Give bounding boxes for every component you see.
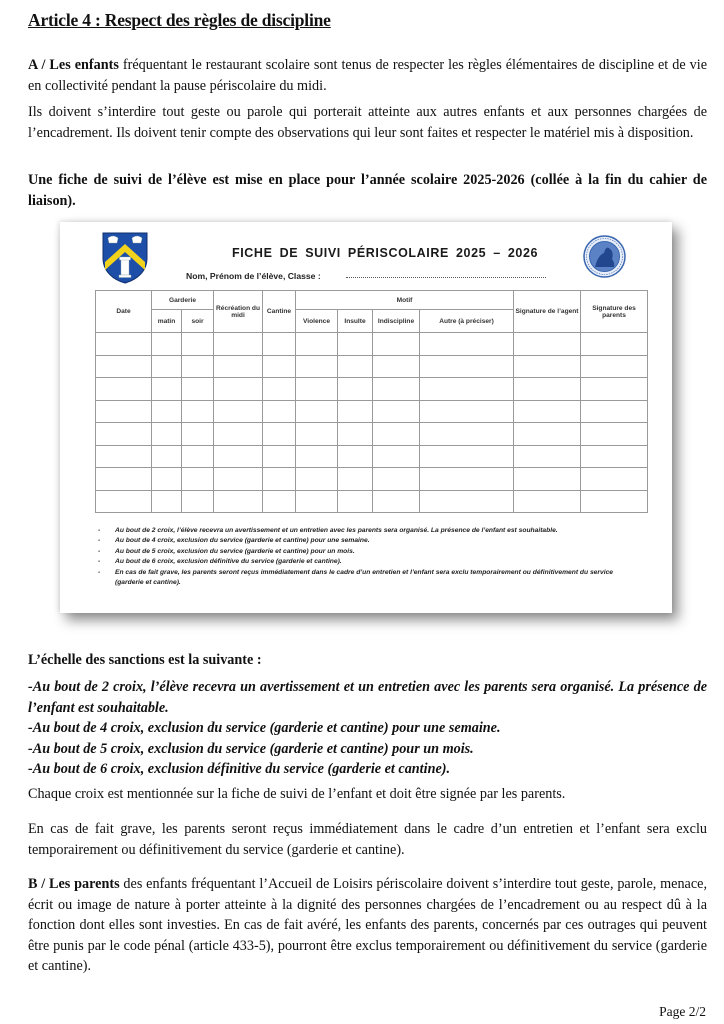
section-a-text: fréquentant le restaurant scolaire sont tenus de respecter les règles élémentaires de discipline et de vie en collectivité pendant la pause périscolaire du midi. [28,57,708,94]
table-cell [96,355,152,378]
table-cell [152,490,182,513]
table-cell [514,468,581,491]
table-cell [214,445,263,468]
sanction-item: -Au bout de 4 croix, exclusion du service (garderie et cantine) pour une semaine. [28,720,501,736]
table-cell [263,468,296,491]
section-a-paragraph [28,55,707,96]
form-title: FICHE DE SUIVI PÉRISCOLAIRE 2025 – 2026 [232,246,539,260]
col-soir: soir [182,310,214,333]
table-cell [338,333,373,356]
form-note: - En cas de fait grave, les parents seront reçus immédiatement dans le cadre d’un entretien et l’enfant sera exclu temporairement ou définitivement du service (garderie et cantine). [98,568,643,589]
table-cell [263,445,296,468]
table-cell [373,490,420,513]
table-cell [214,490,263,513]
table-cell [373,400,420,423]
conduct-paragraph: Ils doivent s’interdire tout geste ou parole qui porterait atteinte aux autres enfants et aux personnes chargées de l’encadrement. Ils doivent tenir compte des observations qui leur sont faites et respecter le matériel mis à disposition. [28,104,707,141]
table-cell [420,468,514,491]
table-cell [182,468,214,491]
table-cell [581,445,648,468]
form-note: - Au bout de 4 croix, exclusion du service (garderie et cantine) pour une semaine. [98,536,643,546]
table-cell [420,490,514,513]
col-signature-agent: Signature de l’agent [514,291,581,333]
form-note: - Au bout de 5 croix, exclusion du service (garderie et cantine) pour un mois. [98,547,643,557]
table-cell [96,490,152,513]
municipal-crest-icon [102,232,148,284]
table-cell [373,468,420,491]
table-row [96,333,648,356]
table-cell [182,423,214,446]
table-cell [373,378,420,401]
table-cell [96,333,152,356]
table-cell [338,423,373,446]
table-row [96,490,648,513]
table-cell [581,423,648,446]
table-cell [338,445,373,468]
table-cell [296,445,338,468]
table-cell [214,423,263,446]
table-cell [152,333,182,356]
col-garderie: Garderie [152,291,214,310]
table-cell [581,490,648,513]
table-cell [296,355,338,378]
table-cell [514,355,581,378]
table-cell [263,333,296,356]
table-cell [420,423,514,446]
table-cell [514,445,581,468]
table-cell [152,400,182,423]
table-cell [514,333,581,356]
table-cell [152,355,182,378]
table-row [96,423,648,446]
table-row [96,445,648,468]
table-cell [96,445,152,468]
col-recreation: Récréation du midi [214,291,263,333]
col-motif: Motif [296,291,514,310]
table-cell [214,400,263,423]
section-a-lead: A / Les enfants [28,57,119,73]
table-cell [182,400,214,423]
table-cell [581,355,648,378]
table-row [96,355,648,378]
table-cell [373,445,420,468]
table-cell [581,468,648,491]
table-cell [420,378,514,401]
table-cell [182,333,214,356]
table-cell [214,355,263,378]
sanction-item: -Au bout de 2 croix, l’élève recevra un avertissement et un entretien avec les parents sera organisé. La présence de l’enfant est souhaitable. [28,679,707,716]
col-violence: Violence [296,310,338,333]
table-cell [514,490,581,513]
table-cell [263,400,296,423]
table-cell [373,333,420,356]
table-cell [581,378,648,401]
school-seal-icon [583,235,626,278]
table-cell [296,423,338,446]
table-cell [338,400,373,423]
form-note: - Au bout de 6 croix, exclusion définitive du service (garderie et cantine). [98,557,643,567]
col-autre: Autre (à préciser) [420,310,514,333]
sanction-item: -Au bout de 5 croix, exclusion du service (garderie et cantine) pour un mois. [28,740,474,757]
table-cell [152,378,182,401]
table-cell [182,490,214,513]
col-date: Date [96,291,152,333]
table-cell [373,355,420,378]
table-cell [263,355,296,378]
table-cell [296,400,338,423]
article-title: Article 4 : Respect des règles de discipline [28,10,331,30]
fiche-table-body [96,333,648,513]
table-cell [152,445,182,468]
form-notes-list [98,526,643,588]
table-cell [581,333,648,356]
table-cell [182,355,214,378]
table-cell [420,400,514,423]
table-cell [214,468,263,491]
section-b-paragraph [28,874,707,977]
table-cell [263,490,296,513]
table-cell [152,468,182,491]
table-row [96,400,648,423]
table-cell [296,490,338,513]
fiche-announcement: Une fiche de suivi de l’élève est mise en place pour l’année scolaire 2025-2026 (collée à la fin du cahier de liaison). [28,172,707,209]
table-cell [514,423,581,446]
form-note: - Au bout de 2 croix, l’élève recevra un avertissement et un entretien avec les parents sera organisé. La présence de l’enfant est souhaitable. [98,526,643,536]
table-row [96,378,648,401]
fait-grave-paragraph: En cas de fait grave, les parents seront reçus immédiatement dans le cadre d’un entretien et l’enfant sera exclu temporairement ou définitivement du service (garderie et cantine). [28,821,707,858]
table-cell [182,378,214,401]
student-name-line [346,277,546,278]
table-cell [96,468,152,491]
table-cell [338,355,373,378]
sanctions-list [28,677,707,780]
table-cell [263,378,296,401]
croix-paragraph: Chaque croix est mentionnée sur la fiche de suivi de l’enfant et doit être signée par les parents. [28,786,566,802]
table-cell [96,423,152,446]
table-row [96,468,648,491]
table-cell [214,333,263,356]
col-insulte: Insulte [338,310,373,333]
table-cell [296,333,338,356]
col-cantine: Cantine [263,291,296,333]
table-cell [338,378,373,401]
sanction-item: -Au bout de 6 croix, exclusion définitive du service (garderie et cantine). [28,761,451,777]
page-number: Page 2/2 [659,1004,706,1019]
table-cell [263,423,296,446]
table-cell [182,445,214,468]
table-cell [373,423,420,446]
table-cell [96,400,152,423]
table-cell [296,468,338,491]
col-indiscipline: Indiscipline [373,310,420,333]
table-cell [514,400,581,423]
section-b-text: des enfants fréquentant l’Accueil de Loisirs périscolaire doivent s’interdire tout geste, parole, menace, écrit ou image de nature à porter atteinte à la dignité des personnes chargées de l’encadrement ou au respect dû à la fonction dont elles sont investies. En cas de fait avéré, les enfants des parents, concernés par ces outrages qui peuvent être punis par le code pénal (article 433-5), pourront être exclus temporairement ou définitivement du service (garderie et cantine). [28,876,707,974]
table-cell [420,355,514,378]
table-cell [214,378,263,401]
section-b-lead: B / Les parents [28,876,120,892]
col-signature-parents: Signature des parents [581,291,648,333]
table-cell [296,378,338,401]
student-name-label: Nom, Prénom de l’élève, Classe : [186,271,321,281]
sanctions-heading: L’échelle des sanctions est la suivante : [28,652,262,668]
table-cell [581,400,648,423]
table-cell [152,423,182,446]
table-cell [338,468,373,491]
table-cell [96,378,152,401]
col-matin: matin [152,310,182,333]
table-cell [420,333,514,356]
fiche-table [95,290,648,513]
table-cell [514,378,581,401]
table-cell [420,445,514,468]
table-cell [338,490,373,513]
